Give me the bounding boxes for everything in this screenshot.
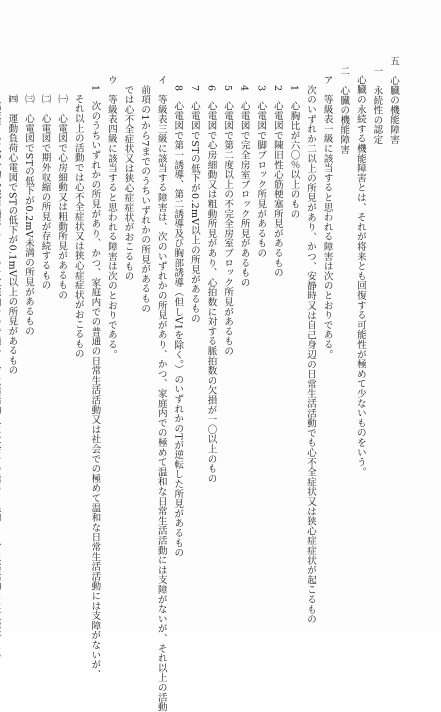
text-line: 3 心電図で脚ブロック所見があるもの — [255, 84, 267, 258]
text-line: 次のいずれか二以上の所見があり、かつ、安静時又は自己身辺の日常生活活動でも心不全症状又は狭心症症状が起こるもの — [305, 84, 317, 624]
text-line: それ以上の活動では心不全症状又は狭心症症状がおこるもの — [72, 94, 84, 359]
text-line: ㈠ 心電図で心房細動又は粗動所見があるもの — [56, 94, 68, 300]
text-line: 1 心胸比が六〇％以上のもの — [288, 84, 300, 219]
text-line: では心不全症状又は狭心症症状がおこるもの — [122, 84, 134, 281]
text-line: ウ 等級表四級に該当すると思われる障害は次のとおりである。 — [105, 75, 117, 360]
text-line: 1 次のうちいずれかの所見があり、かつ、家庭内での普通の日常生活活動又は社会での極めて温和な日常生活活動には支障がないが、 — [89, 84, 101, 679]
document-body — [6, 56, 401, 712]
text-line: 7 心電図でSTの低下が0.2mV以上の所見があるもの — [188, 84, 200, 323]
text-line: ㈡ 心電図で期外収縮の所見が存続するもの — [39, 94, 51, 290]
text-line: 一 永続性の認定 — [371, 65, 383, 144]
text-line: ㈣ 運動負荷心電図でSTの低下が0.1mV以上の所見があるもの — [6, 94, 18, 376]
text-line: ア 等級表一級に該当すると思われる障害は次のとおりである。 — [321, 75, 333, 360]
text-line: ㈢ 心電図でSTの低下が0.2mV未満の所見があるもの — [22, 94, 34, 336]
text-line: 4 心電図で完全房室ブロック所見があるもの — [238, 84, 250, 287]
text-line: 8 心電図で第一誘導、第二誘導及び胸部誘導（但しV1を除く。）のいずれかのTが逆転した所見があるもの — [172, 84, 184, 558]
text-line: 5 心電図で第二度以上の不完全房室ブロック所見があるもの — [222, 84, 234, 356]
text-line: 2 心電図で陳旧性心筋梗塞所見があるもの — [271, 84, 283, 278]
text-line: 6 心電図で心房細動又は粗動所見があり、心拍数に対する脈拍数の欠損が一〇以上のもの — [205, 84, 217, 483]
text-line: 五 心臓の機能障害 — [388, 56, 399, 145]
text-line: 心臓の永続する機能障害とは、それが将来とも回復する可能性が極めて少ないものをいう。 — [354, 75, 366, 477]
text-line: イ 等級表三級に該当する障害は、次のいずれかの所見があり、かつ、家庭内での極めて温和な日常生活活動には支障がないが、それ以上の活動 — [155, 75, 167, 712]
text-line: 二 心臓の機能障害 — [338, 65, 350, 154]
text-line: 前項の1から7までのうちいずれかの所見があるもの — [139, 84, 151, 313]
text-line — [0, 85, 3, 601]
